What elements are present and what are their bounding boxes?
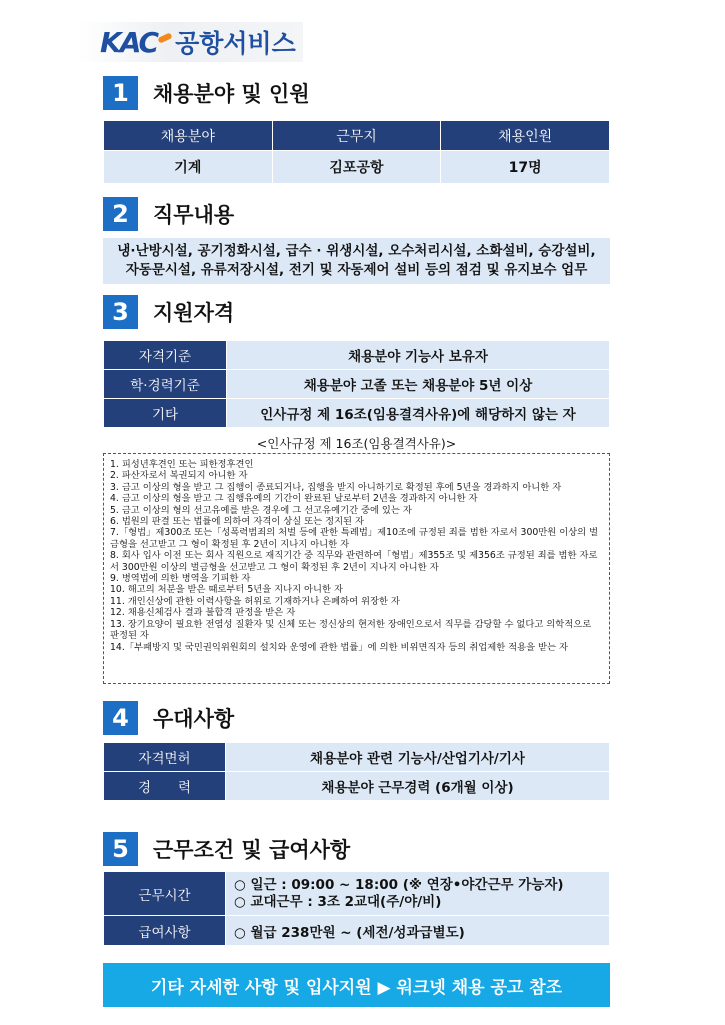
qualification-value: 인사규정 제 16조(임용결격사유)에 해당하지 않는 자 [227, 399, 610, 428]
rule-item: 2. 파산자로서 복권되지 아니한 자 [110, 470, 248, 482]
rule-item: 12. 채용신체검사 결과 불합격 판정을 받은 자 [110, 607, 296, 619]
section-2-heading [103, 197, 234, 231]
section-title: 우대사항 [153, 707, 235, 731]
preference-table [103, 742, 610, 801]
section-4-heading [103, 701, 234, 735]
recruit-header-count: 채용인원 [441, 121, 610, 151]
preference-value: 채용분야 관련 기능사/산업기사/기사 [226, 743, 610, 772]
rule-item: 1. 피성년후견인 또는 피한정후견인 [110, 459, 254, 470]
logo-mark: KAC [100, 25, 158, 59]
logo-name: 공항서비스 [175, 29, 296, 58]
pay-key: 급여사항 [104, 916, 226, 946]
apply-banner[interactable]: 기타 자세한 사항 및 입사지원 ▶ 워크넷 채용 공고 참조 [103, 963, 610, 1007]
rule-item: 4. 금고 이상의 형을 받고 그 집행유예의 기간이 완료된 날로부터 2년을 경과하지 아니한 자 [110, 493, 478, 505]
disqualification-caption: <인사규정 제 16조(임용결격사유)> [256, 436, 457, 451]
work-hours-key: 근무시간 [104, 872, 226, 916]
section-5-heading [103, 832, 350, 866]
rule-item: 11. 개인신상에 관한 이력사항을 허위로 기재하거나 은폐하여 위장한 자 [110, 595, 400, 607]
duty-line-2: 자동문시설, 유류저장시설, 전기 및 자동제어 설비 등의 점검 및 유지보수 업무 [125, 262, 588, 278]
rule-item: 6. 법원의 판결 또는 법률에 의하여 자격이 상실 또는 정지된 자 [110, 516, 364, 528]
rule-item: 8. 회사 입사 이전 또는 회사 직원으로 재직기간 중 직무와 관련하여「형법」제355조 및 제356조 규정된 죄를 범한 자로서 300만원 이상의 벌금형을 선고받고 그 형이 확정된 후 2년이 지나지 아니한 자 [110, 550, 598, 573]
qualification-key: 기타 [104, 399, 227, 428]
rule-item: 13. 장기요양이 필요한 전염성 질환자 및 신체 또는 정신상의 현저한 장애인으로서 직무를 감당할 수 없다고 의학적으로 판정된 자 [110, 618, 592, 642]
recruit-header-location: 근무지 [272, 121, 441, 151]
section-1-heading [103, 76, 310, 110]
work-hours-line: ○ 일근 : 09:00 ~ 18:00 (※ 연장•야간근무 가능자) [234, 876, 564, 893]
rule-item: 10. 해고의 처분을 받은 때로부터 5년을 지나지 아니한 자 [110, 584, 343, 596]
recruit-header-field: 채용분야 [104, 121, 273, 151]
section-number: 1 [103, 76, 138, 110]
logo-swoosh-icon [157, 32, 172, 43]
rule-item: 3. 금고 이상의 형을 받고 그 집행이 종료되거나, 집행을 받지 아니하기로 확정된 후에 5년을 경과하지 아니한 자 [110, 481, 562, 493]
conditions-table [103, 871, 610, 946]
duty-line-1: 냉·난방시설, 공기정화시설, 급수 · 위생시설, 오수처리시설, 소화설비, 승강설비, [117, 243, 596, 259]
rule-item: 9. 병역법에 의한 병역을 기피한 자 [110, 573, 251, 585]
recruit-field: 기계 [104, 151, 273, 184]
rule-item: 14.「부패방지 및 국민권익위원회의 설치와 운영에 관한 법률」에 의한 비위면직자 등의 취업제한 적용을 받는 자 [110, 641, 568, 653]
qualification-table [103, 340, 610, 428]
qualification-key: 자격기준 [104, 341, 227, 370]
section-title: 지원자격 [153, 301, 235, 325]
recruit-table [103, 120, 610, 184]
qualification-value: 채용분야 고졸 또는 채용분야 5년 이상 [227, 370, 610, 399]
section-number: 4 [103, 701, 138, 735]
duty-description [103, 238, 610, 284]
section-title: 근무조건 및 급여사항 [153, 838, 351, 862]
preference-value: 채용분야 근무경력 (6개월 이상) [226, 772, 610, 801]
qualification-value: 채용분야 기능사 보유자 [227, 341, 610, 370]
work-hours-line: ○ 교대근무 : 3조 2교대(주/야/비) [234, 893, 442, 910]
section-title: 채용분야 및 인원 [153, 82, 310, 106]
company-logo [100, 22, 296, 62]
section-3-heading [103, 295, 234, 329]
section-title: 직무내용 [153, 203, 235, 227]
section-number: 5 [103, 832, 138, 866]
rule-item: 7.「형법」제300조 또는「성폭력범죄의 처벌 등에 관한 특례법」제10조에 규정된 죄를 범한 자로서 300만원 이상의 벌금형을 선고받고 그 형이 확정된 후 2년이 지나지 아니한 자 [110, 527, 599, 550]
section-number: 2 [103, 197, 138, 231]
section-number: 3 [103, 295, 138, 329]
recruit-location: 김포공항 [272, 151, 441, 184]
pay-value: ○ 월급 238만원 ~ (세전/성과급별도) [226, 916, 610, 946]
disqualification-rules-box [103, 453, 610, 684]
work-hours-value [226, 872, 610, 916]
rule-item: 5. 금고 이상의 형의 선고유예를 받은 경우에 그 선고유예기간 중에 있는 자 [110, 504, 412, 516]
qualification-key: 학·경력기준 [104, 370, 227, 399]
recruit-count: 17명 [441, 151, 610, 184]
preference-key: 경 력 [104, 772, 226, 801]
preference-key: 자격면허 [104, 743, 226, 772]
